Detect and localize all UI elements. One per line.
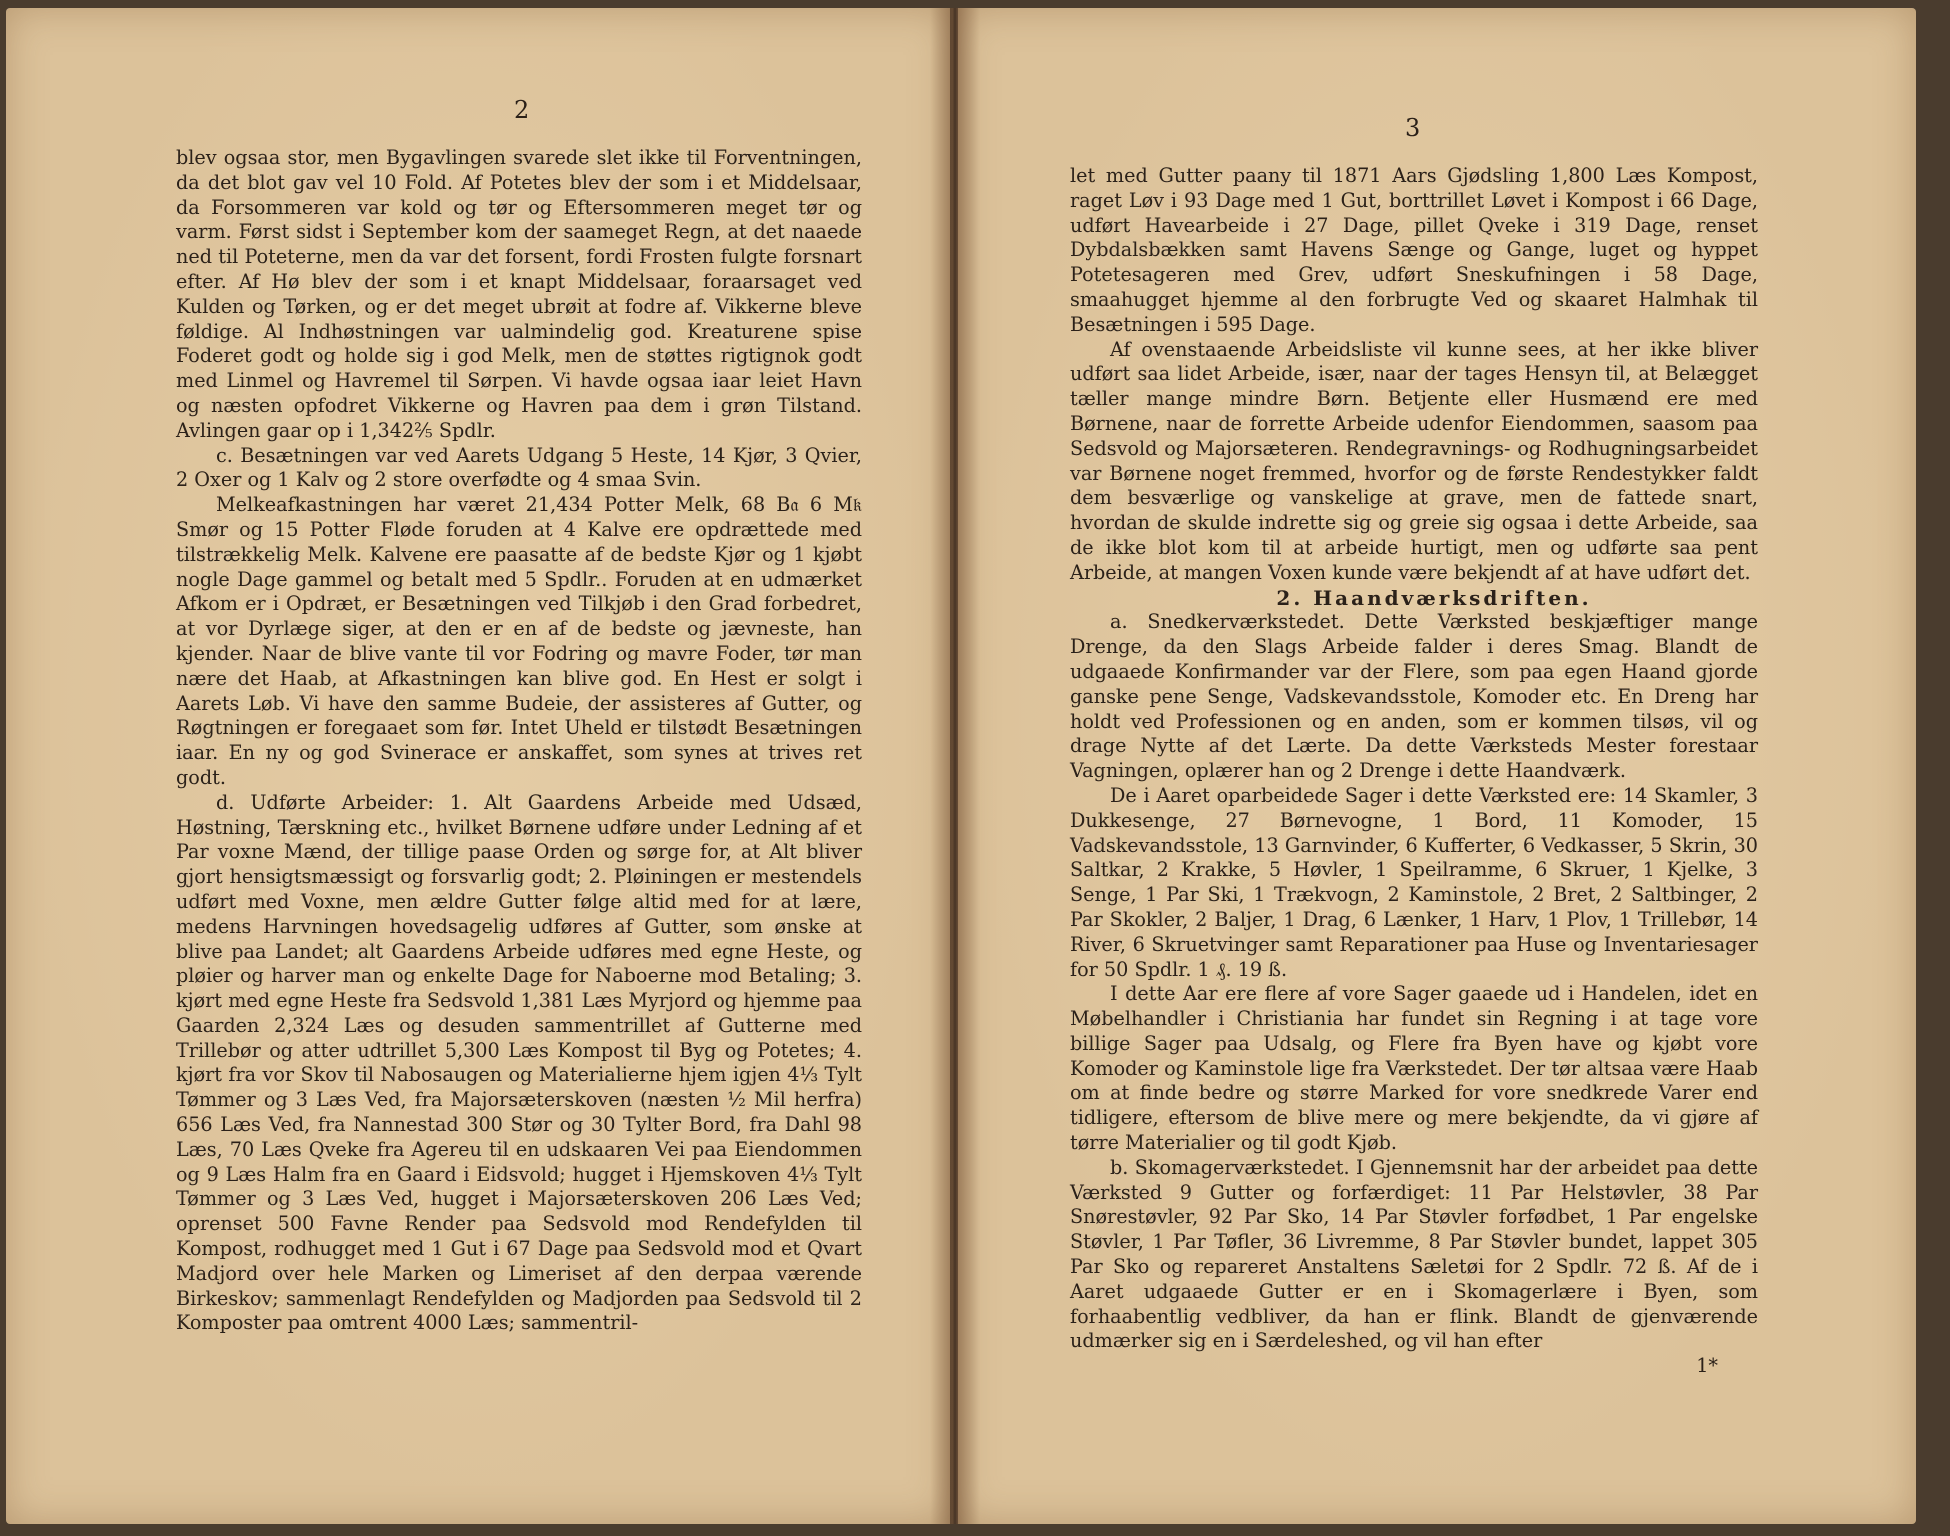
book-gutter <box>930 8 980 1524</box>
left-page-text <box>176 146 862 1336</box>
paragraph: I dette Aar ere flere af vore Sager gaaede ud i Handelen, idet en Møbelhandler i Christiania har fundet sin Regning i at tage vore billige Sager paa Udsalg, og Flere fra Byen have og kjøbt vore Komoder og Kaminstole lige fra Værkstedet. Der tør altsaa være Haab om at finde bedre og større Marked for vore snedkrede Varer end tidligere, eftersom de blive mere og mere bekjendte, da vi gjøre af tørre Materialier og til godt Kjøb. <box>1070 982 1758 1155</box>
paragraph: Melkeafkastningen har været 21,434 Potter Melk, 68 B𝔞 6 M𝔨 Smør og 15 Potter Fløde foruden at 4 Kalve ere opdrættede med tilstrækkelig Melk. Kalvene ere paasatte af de bedste Kjør og 1 kjøbt nogle Dage gammel og betalt med 5 Spdlr.. Foruden at en udmærket Afkom er i Opdræt, er Besætningen ved Tilkjøb i den Grad forbedret, at vor Dyrlæge siger, at den er en af de bedste og jævneste, han kjender. Naar de blive vante til vor Fodring og mavre Foder, tør man nære det Haab, at Afkastningen kan blive god. En Hest er solgt i Aarets Løb. Vi have den samme Budeie, der assisteres af Gutter, og Røgtningen er foregaaet som før. Intet Uheld er tilstødt Besætningen iaar. En ny og god Svinerace er anskaffet, som synes at trives ret godt. <box>176 493 862 789</box>
page-number-left: 2 <box>514 96 530 124</box>
right-page-text <box>1070 164 1758 1379</box>
catchword: 1* <box>1696 1354 1718 1378</box>
paragraph: a. Snedkerværkstedet. Dette Værksted beskjæftiger mange Drenge, da den Slags Arbeide falder i deres Smag. Blandt de udgaaede Konfirmander var der Flere, som paa egen Haand gjorde ganske pene Senge, Vadskevandsstole, Komoder etc. En Dreng har holdt ved Professionen og en anden, som er kommen tilsøs, vil og drage Nytte af det Lærte. Da dette Værksteds Mester forestaar Vagningen, oplærer han og 2 Drenge i dette Haandværk. <box>1070 610 1758 783</box>
paragraph: let med Gutter paany til 1871 Aars Gjødsling 1,800 Læs Kompost, raget Løv i 93 Dage med 1 Gut, borttrillet Løvet i Kompost i 66 Dage, udført Havearbeide i 27 Dage, pillet Qveke i 319 Dage, renset Dybdalsbækken samt Havens Sænge og Gange, luget og hyppet Potetesageren med Grev, udført Sneskufningen i 58 Dage, smaahugget hjemme al den forbrugte Ved og skaaret Halmhak til Besætningen i 595 Dage. <box>1070 164 1758 336</box>
paragraph: blev ogsaa stor, men Bygavlingen svarede slet ikke til Forventningen, da det blot gav vel 10 Fold. Af Potetes blev der som i et Middelsaar, da Forsommeren var kold og tør og Eftersommeren meget tør og varm. Først sidst i September kom der saameget Regn, at det naaede ned til Poteterne, men da var det forsent, fordi Frosten fulgte forsnart efter. Af Hø blev der som i et knapt Middelsaar, foraarsaget ved Kulden og Tørken, og er det meget ubrøit at fodre af. Vikkerne bleve føldige. Al Indhøstningen var ualmindelig god. Kreaturene spise Foderet godt og holde sig i god Melk, men de støttes rigtignok godt med Linmel og Havremel til Sørpen. Vi havde ogsaa iaar leiet Havn og næsten opfodret Vikkerne og Havren paa dem i grøn Tilstand. Avlingen gaar op i 1,342⅖ Spdlr. <box>176 146 862 442</box>
paragraph: c. Besætningen var ved Aarets Udgang 5 Heste, 14 Kjør, 3 Qvier, 2 Oxer og 1 Kalv og 2 store overfødte og 4 smaa Svin. <box>176 443 862 492</box>
right-page <box>958 8 1916 1524</box>
paragraph: De i Aaret oparbeidede Sager i dette Værksted ere: 14 Skamler, 3 Dukkesenge, 27 Børnevogne, 1 Bord, 11 Komoder, 15 Vadskevandsstole, 13 Garnvinder, 6 Kufferter, 6 Vedkasser, 5 Skrin, 30 Saltkar, 2 Krakke, 5 Høvler, 1 Speilramme, 6 Skruer, 1 Kjelke, 3 Senge, 1 Par Ski, 1 Trækvogn, 2 Kaminstole, 2 Bret, 2 Saltbinger, 2 Par Skokler, 2 Baljer, 1 Drag, 6 Lænker, 1 Harv, 1 Plov, 1 Trillebør, 14 River, 6 Skruetvinger samt Reparationer paa Huse og Inventariesager for 50 Spdlr. 1 ₰. 19 ß. <box>1070 783 1758 981</box>
paragraph: d. Udførte Arbeider: 1. Alt Gaardens Arbeide med Udsæd, Høstning, Tærskning etc., hvilket Børnene udføre under Ledning af et Par voxne Mænd, der tillige paase Orden og sørge for, at Alt bliver gjort hensigtsmæssigt og forsvarlig godt; 2. Pløiningen er mestendels udført med Voxne, men ældre Gutter følge altid med for at lære, medens Harvningen hovedsagelig udføres af Gutter, som ønske at blive paa Landet; alt Gaardens Arbeide udføres med egne Heste, og pløier og harver man og enkelte Dage for Naboerne mod Betaling; 3. kjørt med egne Heste fra Sedsvold 1,381 Læs Myrjord og hjemme paa Gaarden 2,324 Læs og desuden sammentrillet af Gutterne med Trillebør og atter udtrillet 5,300 Læs Kompost til Byg og Potetes; 4. kjørt fra vor Skov til Nabosaugen og Materialierne hjem igjen 4⅓ Tylt Tømmer og 3 Læs Ved, fra Majorsæterskoven (næsten ½ Mil herfra) 656 Læs Ved, fra Nannestad 300 Stør og 30 Tylter Bord, fra Dahl 98 Læs, 70 Læs Qveke fra Agereu til en udskaaren Vei paa Eiendommen og 9 Læs Halm fra en Gaard i Eidsvold; hugget i Hjemskoven 4⅓ Tylt Tømmer og 3 Læs Ved, hugget i Majorsæterskoven 206 Læs Ved; oprenset 500 Favne Render paa Sedsvold mod Rendefylden til Kompost, rodhugget med 1 Gut i 67 Dage paa Sedsvold mod et Qvart Madjord over hele Marken og Limeriset af den derpaa værende Birkeskov; sammenlagt Rendefylden og Madjorden paa Sedsvold til 2 Komposter paa omtrent 4000 Læs; sammentril- <box>176 790 862 1335</box>
paragraph: Af ovenstaaende Arbeidsliste vil kunne sees, at her ikke bliver udført saa lidet Arbeide, især, naar der tages Hensyn til, at Belægget tæller mange mindre Børn. Betjente eller Husmænd ere med Børnene, naar de forrette Arbeide udenfor Eiendommen, saasom paa Sedsvold og Majorsæteren. Rendegravnings- og Rodhugningsarbeidet var Børnene noget fremmed, hvorfor og de første Rendestykker faldt dem besværlige og vanskelige at grave, men de fattede snart, hvordan de skulde indrette sig og greie sig ogsaa i dette Arbeide, saa de ikke blot kom til at arbeide hurtigt, men og udførte saa pent Arbeide, at mangen Voxen kunde være bekjendt af at have udført det. <box>1070 337 1758 584</box>
page-number-right: 3 <box>1405 114 1421 142</box>
paragraph: b. Skomagerværkstedet. I Gjennemsnit har der arbeidet paa dette Værksted 9 Gutter og forfærdiget: 11 Par Helstøvler, 38 Par Snørestøvler, 92 Par Sko, 14 Par Støvler forfødbet, 1 Par engelske Støvler, 1 Par Tøfler, 36 Livremme, 8 Par Støvler bundet, lappet 305 Par Sko og repareret Anstaltens Sæletøi for 2 Spdlr. 72 ß. Af de i Aaret udgaaede Gutter er en i Skomagerlære i Byen, som forhaabentlig vedbliver, da han er flink. Blandt de gjenværende udmærker sig en i Særdeleshed, og vil han efter <box>1070 1155 1758 1353</box>
left-page <box>6 8 950 1524</box>
section-heading: 2. Haandværksdriften. <box>1276 585 1592 610</box>
